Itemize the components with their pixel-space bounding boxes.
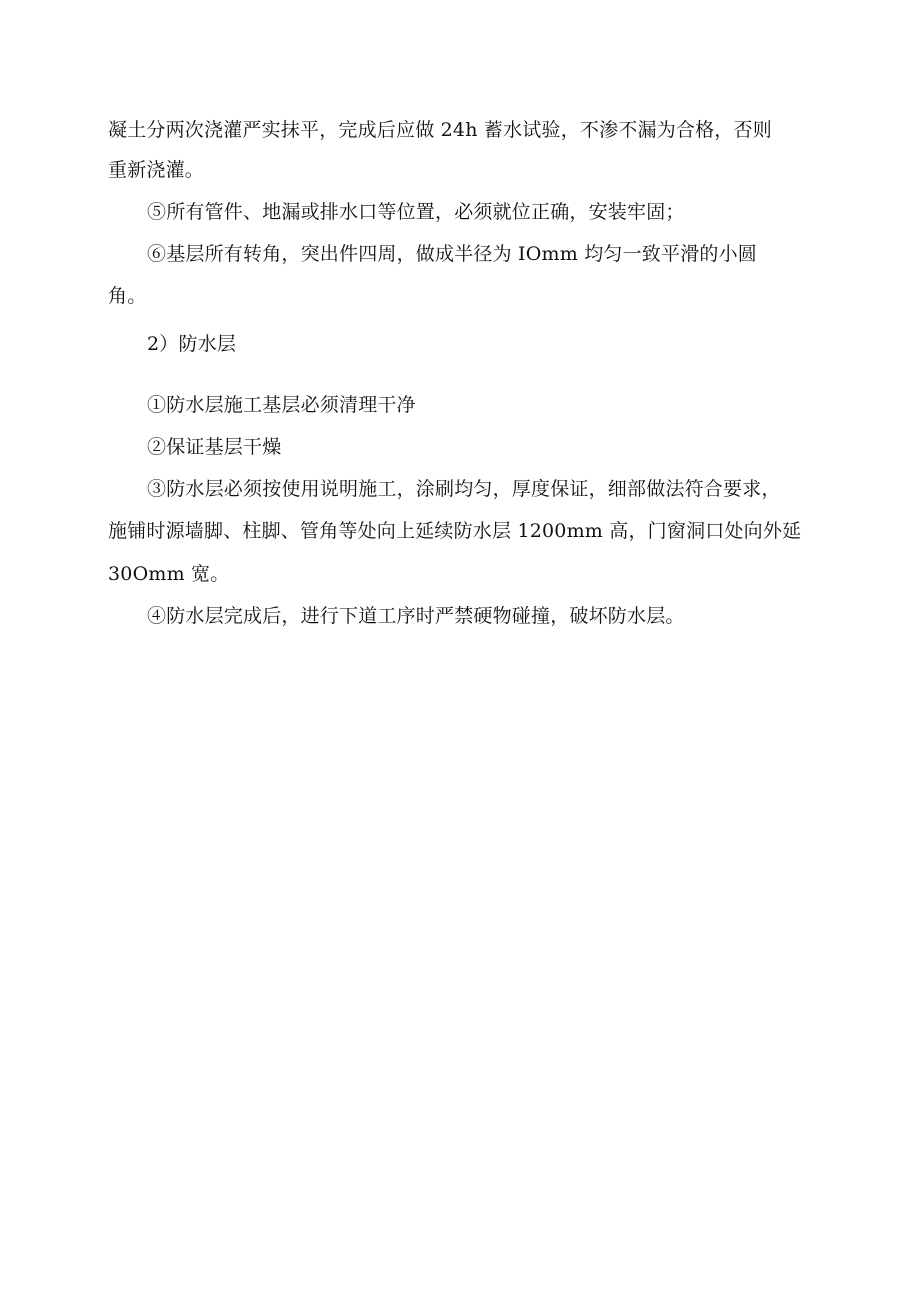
list-item-1: ①防水层施工基层必须清理干净 xyxy=(147,394,416,416)
paragraph-line: 凝土分两次浇灌严实抹平，完成后应做 24h 蓄水试验，不渗不漏为合格，否则 xyxy=(108,119,772,141)
list-item-6: ⑥基层所有转角，突出件四周，做成半径为 IOmm 均匀一致平滑的小圆 xyxy=(147,243,757,265)
paragraph-line: 施铺时源墙脚、柱脚、管角等处向上延续防水层 1200mm 高，门窗洞口处向外延 xyxy=(108,520,802,542)
list-item-5: ⑤所有管件、地漏或排水口等位置，必须就位正确，安装牢固； xyxy=(147,201,685,223)
list-item-3: ③防水层必须按使用说明施工，涂刷均匀，厚度保证，细部做法符合要求， xyxy=(147,478,781,500)
paragraph-line: 重新浇灌。 xyxy=(108,159,205,181)
paragraph-line: 30Omm 宽。 xyxy=(108,563,230,585)
section-heading: 2）防水层 xyxy=(147,333,237,355)
list-item-4: ④防水层完成后，进行下道工序时严禁硬物碰撞，破坏防水层。 xyxy=(147,605,685,627)
paragraph-line: 角。 xyxy=(108,285,147,307)
list-item-2: ②保证基层干燥 xyxy=(147,436,282,458)
